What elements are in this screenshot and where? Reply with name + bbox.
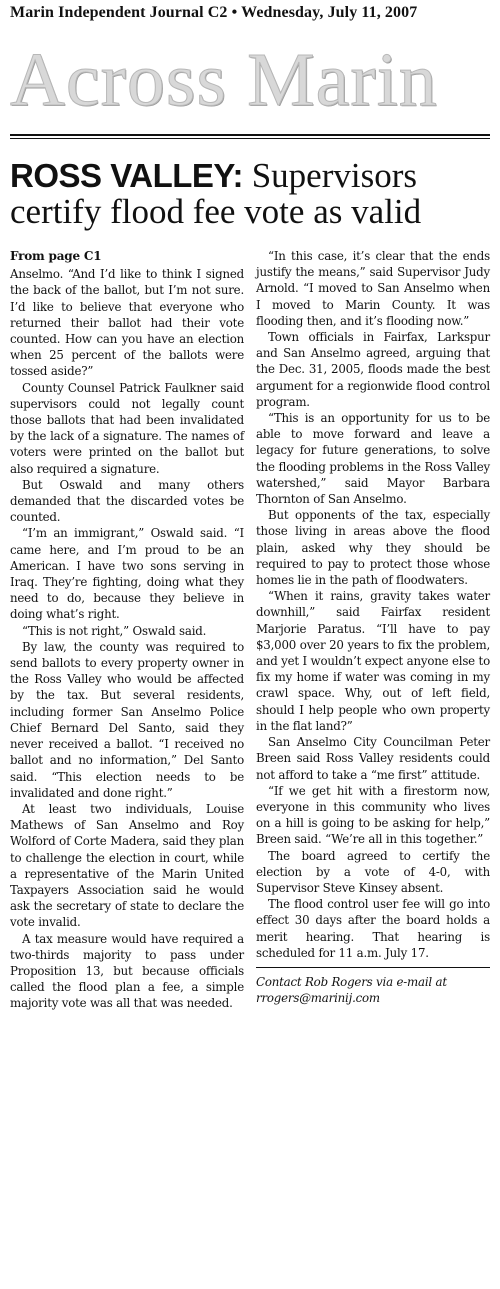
headline bbox=[10, 158, 490, 230]
paragraph: A tax measure would have required a two-thirds majority to pass under Proposition 13, but because officials called the flood plan a fee, a simple majority vote was all that was needed. bbox=[10, 931, 244, 1011]
paragraph: The board agreed to certify the election by a vote of 4-0, with Supervisor Steve Kinsey absent. bbox=[256, 848, 490, 895]
header-rule bbox=[10, 134, 490, 136]
paragraph: But Oswald and many others demanded that the discarded votes be counted. bbox=[10, 477, 244, 525]
paragraph: “If we get hit with a firestorm now, everyone in this community who lives on a hill is going to be asking for help,” Breen said. “We’re all in this together.” bbox=[256, 783, 490, 847]
paragraph: By law, the county was required to send ballots to every property owner in the Ross Valley who would be affected by the tax. But several residents, including former San Anselmo Police Chief Bernard Del Santo, said they never received a ballot. “I received no ballot and no information,” Del Santo said. “This election needs to be invalidated and done right.” bbox=[10, 639, 244, 800]
headline-line-1 bbox=[10, 158, 490, 194]
paragraph: “This is an opportunity for us to be able to move forward and leave a legacy for future generations, to solve the flooding problems in the Ross Valley watershed,” said Mayor Barbara Thornton of San Anselmo. bbox=[256, 411, 490, 507]
contact-line: Contact Rob Rogers via e-mail at rrogers@marinij.com bbox=[256, 967, 490, 1006]
paragraph: County Counsel Patrick Faulkner said supervisors could not legally count those ballots that had been invalidated by the lack of a signature. The names of voters were printed on the ballot but also required a signature. bbox=[10, 380, 244, 476]
masthead: Marin Independent Journal C2 • Wednesday, July 11, 2007 bbox=[10, 4, 418, 21]
paragraph: “This is not right,” Oswald said. bbox=[22, 623, 207, 638]
article-body bbox=[10, 248, 490, 1278]
header-rule-thin bbox=[10, 138, 490, 139]
jump-line: From page C1 bbox=[10, 249, 102, 263]
headline-line-2: certify flood fee vote as valid bbox=[10, 192, 422, 231]
article-column-1 bbox=[10, 248, 244, 1278]
section-title: Across Marin bbox=[10, 38, 438, 122]
paragraph: “I’m an immigrant,” Oswald said. “I came here, and I’m proud to be an American. I have two sons serving in Iraq. They’re fighting, doing what they need to do, because they believe in doing what’s right. bbox=[10, 526, 244, 622]
paragraph: “In this case, it’s clear that the ends justify the means,” said Supervisor Judy Arnold. “I moved to San Anselmo when I moved to Marin County. It was flooding then, and it’s flooding now.” bbox=[256, 249, 490, 328]
paragraph: At least two individuals, Louise Mathews of San Anselmo and Roy Wolford of Corte Madera, said they plan to challenge the election in court, while a representative of the Marin United Taxpayers Association said he would ask the secretary of state to declare the vote invalid. bbox=[10, 801, 244, 930]
paragraph: Town officials in Fairfax, Larkspur and San Anselmo agreed, arguing that the Dec. 31, 2005, floods made the best argument for a regionwide flood control program. bbox=[256, 330, 490, 409]
paragraph: Anselmo. “And I’d like to think I signed the back of the ballot, but I’m not sure. I’d like to believe that everyone who returned their ballot had their vote counted. How can you have an election when 25 percent of the ballots were tossed aside?” bbox=[10, 267, 244, 379]
paragraph: San Anselmo City Councilman Peter Breen said Ross Valley residents could not afford to take a “me first” attitude. bbox=[256, 735, 490, 782]
paragraph: “When it rains, gravity takes water downhill,” said Fairfax resident Marjorie Paratus. “I’ll have to pay $3,000 over 20 years to fix the problem, and yet I wouldn’t expect anyone else to fix my home if water was coming in my crawl space. Why, out of left field, should I help people who own property in the flat land?” bbox=[256, 589, 490, 733]
headline-kicker: ROSS VALLEY: bbox=[10, 157, 243, 194]
paragraph: The flood control user fee will go into effect 30 days after the board holds a merit hearing. That hearing is scheduled for 11 a.m. July 17. bbox=[256, 897, 490, 960]
article-column-2 bbox=[256, 248, 490, 1278]
headline-line-1-rest: Supervisors bbox=[242, 156, 417, 195]
paragraph: But opponents of the tax, especially those living in areas above the flood plain, asked why they should be required to pay to protect those whose homes lie in the path of floodwaters. bbox=[256, 508, 490, 588]
